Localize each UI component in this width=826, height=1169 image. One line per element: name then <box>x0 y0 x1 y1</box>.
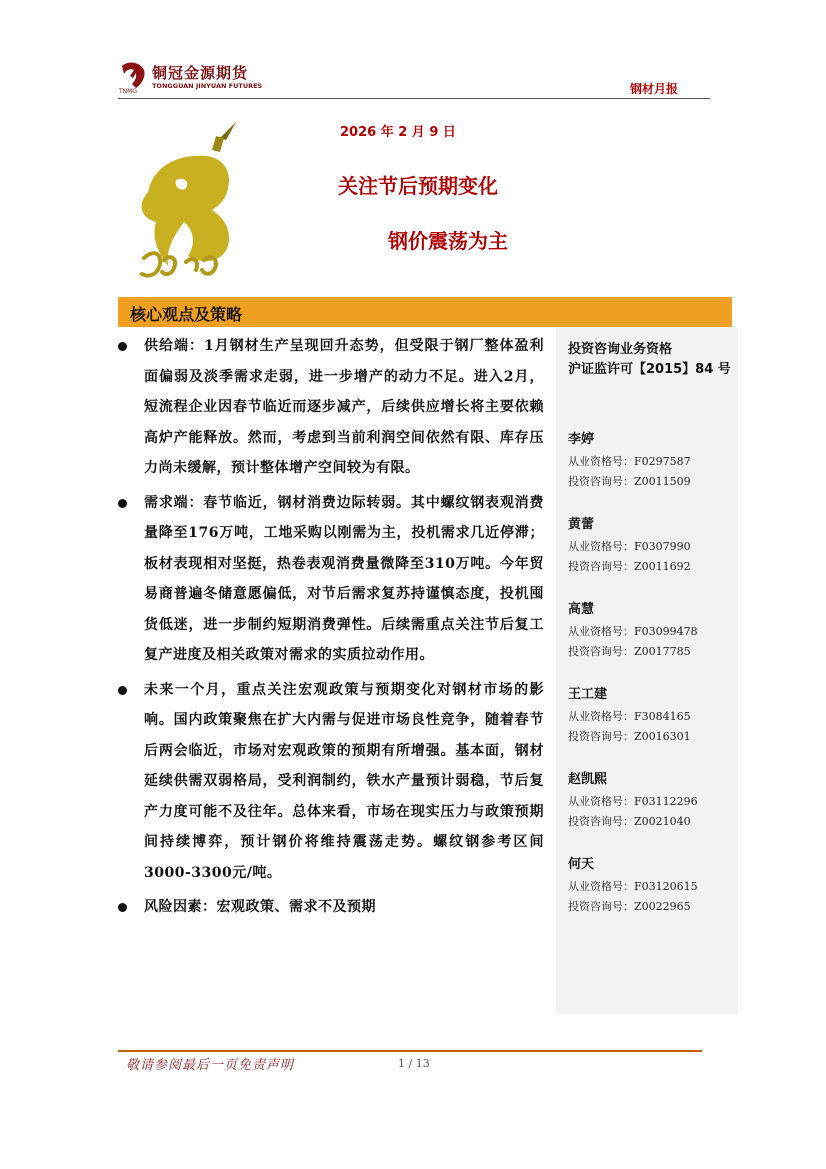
analyst-practice-id: 从业资格号：F03099478 <box>568 625 698 638</box>
bullet-text: 未来一个月，重点关注宏观政策与预期变化对钢材市场的影响。国内政策聚焦在扩大内需与促进市场良性竞争，随着春节后两会临近，市场对宏观政策的预期有所增强。基本面，钢材延续供需双弱格局，受利润制约，铁水产量预计弱稳，节后复产力度可能不及往年。总体来看，市场在现实压力与政策预期间持续博弈，预计钢价将维持震荡走势。螺纹钢参考区间3000-3300元/吨。 <box>144 681 544 881</box>
qualification-license: 沪证监许可【2015】84 号 <box>568 362 731 377</box>
analyst-name: 李婷 <box>568 432 595 447</box>
report-title-line2: 钢价震荡为主 <box>388 229 508 253</box>
analyst-card <box>568 853 698 917</box>
bullet-dot-icon <box>118 686 127 695</box>
company-name-cn: 铜冠金源期货 <box>152 64 249 82</box>
analyst-name: 赵凯熙 <box>568 772 608 787</box>
bullet-text: 需求端：春节临近，钢材消费边际转弱。其中螺纹钢表观消费量降至176万吨，工地采购以刚需为主，投机需求几近停滞；板材表现相对坚挺，热卷表观消费量微降至310万吨。今年贸易商普遍冬储意愿偏低，对节后需求复苏持谨慎态度，投机囤货低迷，进一步制约短期消费弹性。后续需重点关注节后复工复产进度及相关政策对需求的实质拉动作用。 <box>144 494 544 663</box>
analyst-consult-id: 投资咨询号：Z0011692 <box>568 560 691 573</box>
report-type: 钢材月报 <box>630 82 679 96</box>
bullet-dot-icon <box>118 499 127 508</box>
analyst-card <box>568 683 691 747</box>
company-name-en: TONGGUAN JINYUAN FUTURES <box>152 82 263 90</box>
core-views-list <box>116 331 544 923</box>
analyst-card <box>568 598 698 662</box>
analyst-practice-id: 从业资格号：F0307990 <box>568 540 691 553</box>
analyst-practice-id: 从业资格号：F03120615 <box>568 880 698 893</box>
qualification-title: 投资咨询业务资格 <box>568 342 673 357</box>
analyst-consult-id: 投资咨询号：Z0022965 <box>568 900 691 913</box>
emblem-text: 铜陵有色 <box>136 290 140 291</box>
analyst-sidebar <box>556 328 738 1014</box>
bullet-outlook <box>116 675 544 889</box>
page-number: 1 / 13 <box>398 1057 430 1070</box>
report-date: 2026 年 2 月 9 日 <box>340 125 456 140</box>
bullet-risk <box>116 892 544 923</box>
analyst-consult-id: 投资咨询号：Z0016301 <box>568 730 691 743</box>
bullet-dot-icon <box>118 342 127 351</box>
report-title-line1: 关注节后预期变化 <box>338 174 498 198</box>
analyst-name: 何天 <box>568 857 595 872</box>
analyst-card <box>568 768 698 832</box>
footer-divider <box>118 1050 702 1052</box>
analyst-name: 王工建 <box>568 687 608 702</box>
emblem-logo <box>128 118 258 293</box>
analyst-consult-id: 投资咨询号：Z0017785 <box>568 645 691 658</box>
analyst-name: 黄蕾 <box>568 517 595 532</box>
bullet-supply <box>116 331 544 484</box>
company-short-name: TNMG <box>119 88 137 95</box>
section-title: 核心观点及策略 <box>130 305 243 324</box>
analyst-practice-id: 从业资格号：F3084165 <box>568 710 691 723</box>
analyst-card <box>568 428 691 492</box>
analyst-practice-id: 从业资格号：F03112296 <box>568 795 698 808</box>
bullet-demand <box>116 488 544 671</box>
bullet-text: 供给端：1月钢材生产呈现回升态势，但受限于钢厂整体盈利面偏弱及淡季需求走弱，进一步增产的动力不足。进入2月，短流程企业因春节临近而逐步减产，后续供应增长将主要依赖高炉产能释放。然而，考虑到当前利润空间依然有限、库存压力尚未缓解，预计整体增产空间较为有限。 <box>144 338 544 476</box>
analyst-consult-id: 投资咨询号：Z0011509 <box>568 475 691 488</box>
bullet-text: 风险因素：宏观政策、需求不及预期 <box>144 899 376 915</box>
analyst-practice-id: 从业资格号：F0297587 <box>568 455 691 468</box>
analyst-card <box>568 513 691 577</box>
header-divider <box>118 98 710 99</box>
analyst-name: 高慧 <box>568 602 595 617</box>
bullet-dot-icon <box>118 903 127 912</box>
footer-disclaimer: 敬请参阅最后一页免责声明 <box>126 1058 295 1073</box>
analyst-consult-id: 投资咨询号：Z0021040 <box>568 815 691 828</box>
